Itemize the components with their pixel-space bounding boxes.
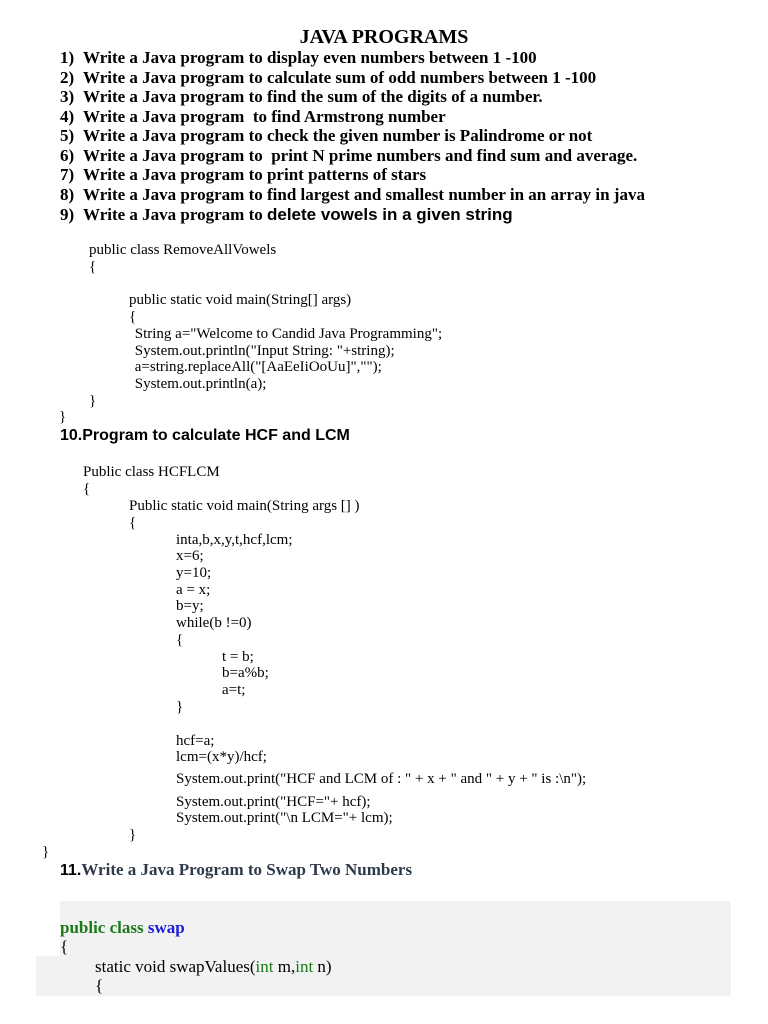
section-heading-hcf-lcm: 10.Program to calculate HCF and LCM — [60, 427, 350, 444]
code-line: System.out.print("\n LCM="+ lcm); — [176, 810, 393, 826]
code-line: System.out.print("HCF="+ hcf); — [176, 794, 371, 810]
code-line: b=a%b; — [222, 665, 269, 681]
code-line: System.out.println(a); — [131, 376, 267, 392]
code-line: { — [129, 309, 137, 325]
code-line: System.out.print("HCF and LCM of : " + x + " and " + y + " is :\n"); — [176, 771, 587, 787]
question-item: 3) Write a Java program to find the sum of the digits of a number. — [60, 87, 543, 106]
code-line: b=y; — [176, 598, 204, 614]
code-line: } — [42, 844, 50, 860]
code-line: while(b !=0) — [176, 615, 252, 631]
code-line: y=10; — [176, 565, 212, 581]
code-line: { — [89, 259, 97, 275]
code-line: } — [89, 393, 97, 409]
question-item: 2) Write a Java program to calculate sum of odd numbers between 1 -100 — [60, 68, 597, 87]
code-line: { — [83, 481, 91, 497]
code-line: a=string.replaceAll("[AaEeIiOoUu]",""); — [131, 359, 382, 375]
code-line: public class RemoveAllVowels — [89, 242, 277, 258]
code-line: a = x; — [176, 582, 211, 598]
code-line: } — [176, 699, 184, 715]
code-line: { — [60, 937, 69, 956]
code-line: a=t; — [222, 682, 246, 698]
code-line: lcm=(x*y)/hcf; — [176, 749, 267, 765]
code-line: } — [59, 409, 67, 425]
code-line: System.out.println("Input String: "+string); — [131, 343, 395, 359]
question-item: 5) Write a Java program to check the given number is Palindrome or not — [60, 126, 593, 145]
code-line: { — [176, 632, 184, 648]
question-item: 8) Write a Java program to find largest and smallest number in an array in java — [60, 185, 645, 204]
code-line: String a="Welcome to Candid Java Programming"; — [131, 326, 443, 342]
code-line: x=6; — [176, 548, 204, 564]
question-item: 6) Write a Java program to print N prime numbers and find sum and average. — [60, 146, 638, 165]
code-line: t = b; — [222, 649, 254, 665]
question-item: 9) Write a Java program to delete vowels in a given string — [60, 205, 513, 224]
question-item: 7) Write a Java program to print patterns of stars — [60, 165, 427, 184]
code-line: static void swapValues(int m,int n) — [95, 957, 332, 976]
code-line: } — [129, 827, 137, 843]
page-title: JAVA PROGRAMS — [299, 26, 469, 48]
section-heading-swap: 11.Write a Java Program to Swap Two Numbers — [60, 860, 413, 879]
code-line: inta,b,x,y,t,hcf,lcm; — [176, 532, 293, 548]
code-line: { — [95, 976, 104, 995]
code-line: Public class HCFLCM — [83, 464, 220, 480]
code-line: hcf=a; — [176, 733, 215, 749]
code-line: public class swap — [60, 918, 185, 937]
code-line: Public static void main(String args [] ) — [129, 498, 360, 514]
code-line: { — [129, 515, 137, 531]
question-item: 1) Write a Java program to display even numbers between 1 -100 — [60, 48, 537, 67]
code-line: public static void main(String[] args) — [129, 292, 352, 308]
question-item: 4) Write a Java program to find Armstrong number — [60, 107, 446, 126]
